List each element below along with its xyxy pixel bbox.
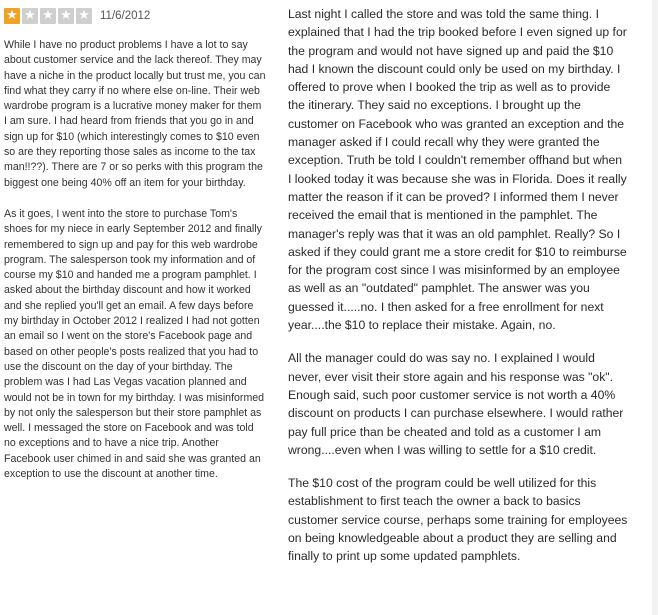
star-icon: ★: [40, 8, 56, 24]
review-paragraph: While I have no product problems I have a lot to say about customer service and the lack thereof. They may have a niche in the product locally but trust me, you can find what they carry if no where else on-line. Their web wardrobe program is a lucrative money maker for them I am sure. I had heard from friends that you go in and sign up for $10 (which interestingly comes to $10 even so are they reporting those sales as income to the tax man!!??). There are 7 or so perks with this program the biggest one being 40% off an item for your birthday.: [4, 39, 266, 189]
star-icon: ★: [22, 8, 38, 24]
review-date: 11/6/2012: [100, 10, 151, 22]
star-icon: ★: [4, 8, 20, 24]
review-paragraph: All the manager could do was say no. I explained I would never, ever visit their store again and his response was "ok". Enough said, such poor customer service is not worth a 40% discount on products I can purchase elsewhere. I would rather pay full price than be cheated and told as a customer I am wrong....even when I was willing to settle for a $10 credit.: [288, 351, 624, 457]
review-paragraph: The $10 cost of the program could be well utilized for this establishment to first teach the owner a back to basics customer service course, perhaps some training for employees on being knowledgeable about a product they are selling and finally to print up some updated pamphlets.: [288, 476, 628, 564]
review-right-column: [288, 5, 628, 581]
review-left-column: [4, 6, 266, 498]
star-icon: ★: [58, 8, 74, 24]
review-paragraph: As it goes, I went into the store to purchase Tom's shoes for my niece in early September 2012 and finally remembered to sign up and pay for this web wardrobe program. The salesperson took my information and of course my $10 and handed me a program pamphlet. I asked about the birthday discount and how it worked and she replied you'll get an email. A few days before my birthday in October 2012 I realized I had not gotten an email so I went on the store's Facebook page and based on other people's posts realized that you had to use the discount on the day of your birthday. The problem was I had Las Vegas vacation planned and would not be in town for my birthday. I was misinformed by not only the salesperson but their store pamphlet as well. I messaged the store on Facebook and was told no exceptions and to have a nice trip. Another Facebook user chimed in and said she was granted an exception to use the discount at another time.: [4, 207, 265, 481]
scrollbar-track[interactable]: [652, 0, 658, 615]
star-rating: [4, 8, 92, 24]
rating-row: [4, 6, 266, 26]
review-paragraph: Last night I called the store and was told the same thing. I explained that I had the trip booked before I even signed up for the program and would not have signed up and paid the $10 had I known the discount could only be used on my birthday. I offered to prove when I booked the trip as well as to provide the itinerary. They said no exceptions. I brought up the customer on Facebook who was granted an exception and the manager asked if I could recall why they were granted the exception. Truth be told I couldn't remember offhand but when I looked today it was because she was in Florida. Does it really matter the reason if it can be proved? I informed them I never received the email that is mentioned in the pamphlet. The manager's reply was that it was an old pamphlet. Really? So I asked if they could grant me a store credit for $10 to reimburse for the program cost since I was misinformed by an employee as well as an "outdated" pamphlet. The answer was you guessed it.....no. I then asked for a free enrollment for next year....the $10 to replace their mistake. Again, no.: [288, 7, 627, 333]
star-icon: ★: [76, 8, 92, 24]
